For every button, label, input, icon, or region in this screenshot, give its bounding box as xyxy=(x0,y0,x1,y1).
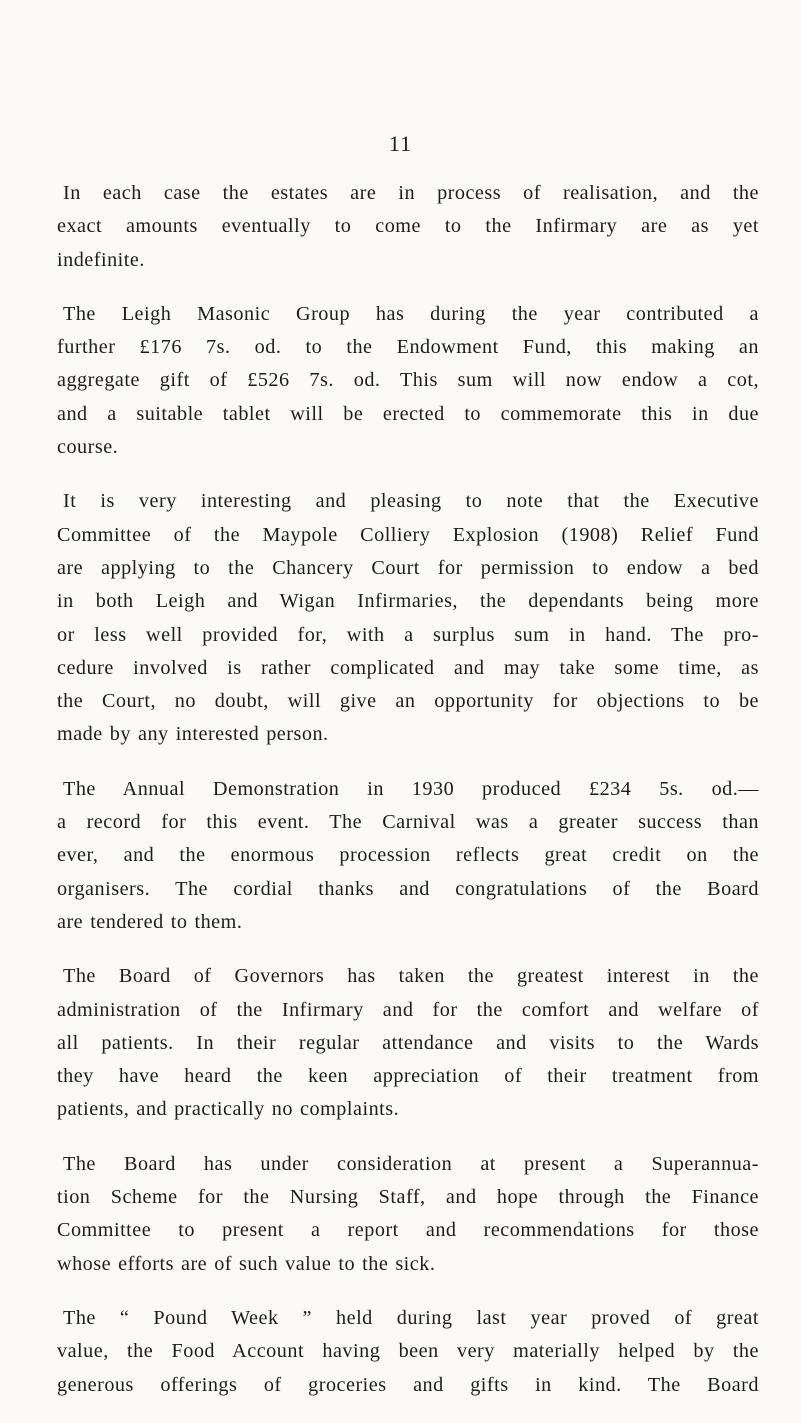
text-line: organisers. The cordial thanks and congratulations of the Board xyxy=(57,877,759,900)
paragraph xyxy=(57,960,759,1126)
text-line: The Leigh Masonic Group has during the year contributed a xyxy=(63,302,759,325)
text-line: The “ Pound Week ” held during last year proved of great xyxy=(63,1306,759,1329)
text-line: aggregate gift of £526 7s. od. This sum will now endow a cot, xyxy=(57,369,759,392)
paragraph xyxy=(57,1148,759,1281)
paragraph xyxy=(57,1302,759,1402)
text-line: whose efforts are of such value to the sick. xyxy=(57,1252,436,1275)
text-line: The Annual Demonstration in 1930 produced £234 5s. od.— xyxy=(63,777,759,800)
text-line: The Board has under consideration at present a Superannua- xyxy=(63,1152,759,1175)
paragraph xyxy=(57,773,759,939)
text-line: a record for this event. The Carnival was a greater success than xyxy=(57,811,759,834)
text-line: all patients. In their regular attendance and visits to the Wards xyxy=(57,1031,759,1054)
text-line: cedure involved is rather complicated and may take some time, as xyxy=(57,656,759,679)
text-line: the Court, no doubt, will give an opportunity for objections to be xyxy=(57,690,759,713)
text-line: further £176 7s. od. to the Endowment Fund, this making an xyxy=(57,336,759,359)
text-line: exact amounts eventually to come to the Infirmary are as yet xyxy=(57,215,759,238)
text-line: value, the Food Account having been very materially helped by the xyxy=(57,1340,759,1363)
text-line: administration of the Infirmary and for the comfort and welfare of xyxy=(57,998,759,1021)
text-line: tion Scheme for the Nursing Staff, and hope through the Finance xyxy=(57,1186,759,1209)
text-line: The Board of Governors has taken the greatest interest in the xyxy=(63,965,759,988)
text-line: are tendered to them. xyxy=(57,910,243,933)
text-line: or less well provided for, with a surplus sum in hand. The pro- xyxy=(57,623,759,646)
paragraph xyxy=(57,298,759,464)
paragraph xyxy=(57,485,759,751)
text-line: course. xyxy=(57,436,119,459)
text-line: they have heard the keen appreciation of their treatment from xyxy=(57,1065,759,1088)
text-line: patients, and practically no complaints. xyxy=(57,1098,400,1121)
text-line: made by any interested person. xyxy=(57,723,329,746)
text-line: It is very interesting and pleasing to note that the Executive xyxy=(63,490,759,513)
page-number: 11 xyxy=(388,131,413,156)
text-line: Committee to present a report and recommendations for those xyxy=(57,1219,759,1242)
text-line: In each case the estates are in process of realisation, and the xyxy=(63,182,759,204)
text-line: Committee of the Maypole Colliery Explosion (1908) Relief Fund xyxy=(57,523,759,546)
text-line: and a suitable tablet will be erected to commemorate this in due xyxy=(57,402,759,425)
text-line: indefinite. xyxy=(57,248,145,271)
text-line: generous offerings of groceries and gifts in kind. The Board xyxy=(57,1373,759,1396)
document-body xyxy=(57,177,759,1423)
text-line: are applying to the Chancery Court for permission to endow a bed xyxy=(57,556,759,579)
text-line: in both Leigh and Wigan Infirmaries, the dependants being more xyxy=(57,590,759,613)
paragraph xyxy=(57,177,759,277)
text-line: ever, and the enormous procession reflects great credit on the xyxy=(57,844,759,867)
